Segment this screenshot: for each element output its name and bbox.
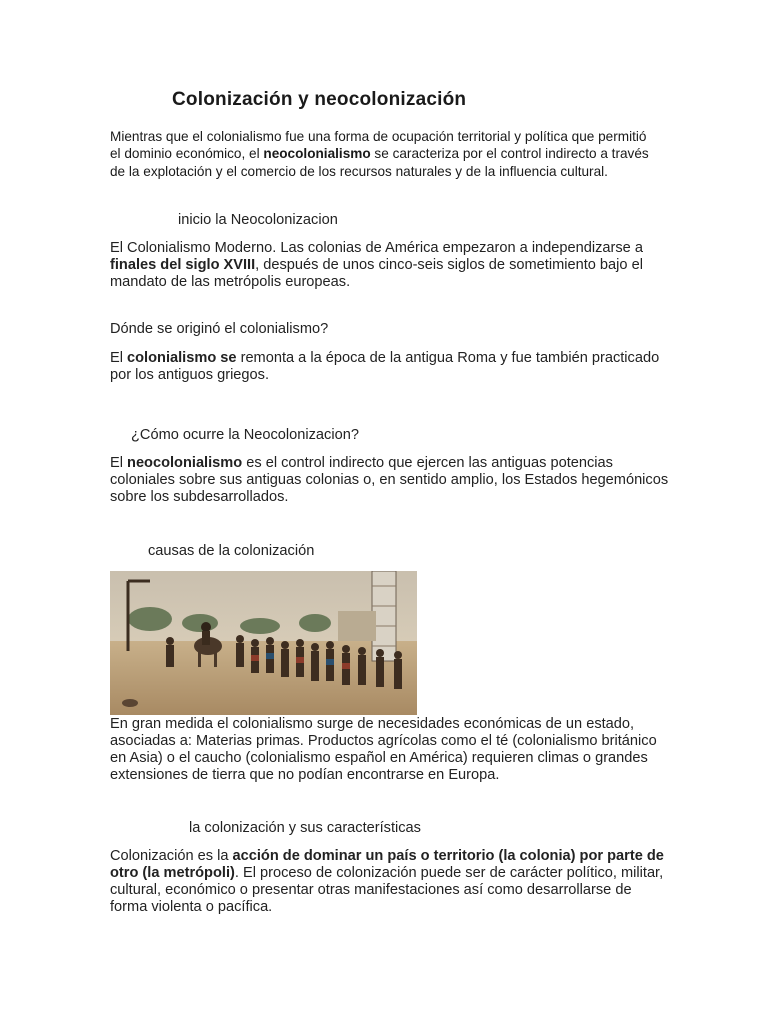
heading-origen: Dónde se originó el colonialismo? [110, 321, 329, 337]
paragraph-origen: El colonialismo se remonta a la época de la antigua Roma y fue también practicado por los antiguos griegos. [110, 350, 660, 384]
heading-caracteristicas: la colonización y sus características [189, 820, 421, 836]
paragraph-inicio: El Colonialismo Moderno. Las colonias de América empezaron a independizarse a finales del siglo XVIII, después de unos cinco-seis siglos de sometimiento bajo el mandato de las metrópolis europeas. [110, 240, 643, 291]
paragraph-causas: En gran medida el colonialismo surge de necesidades económicas de un estado, asociadas a: Materias primas. Productos agrícolas como el té (colonialismo británico en Asia) o el caucho (colonialismo español en América) requieren climas o grandes extensiones de tierra que no podían encontrarse en Europa. [110, 716, 657, 784]
paragraph-caracteristicas: Colonización es la acción de dominar un país o territorio (la colonia) por parte de otro (la metrópoli). El proceso de colonización puede ser de carácter político, militar, cultural, económico o presentar otras manifestaciones así como desarrollarse de forma violenta o pacífica. [110, 848, 664, 916]
heading-causas: causas de la colonización [148, 543, 315, 559]
paragraph-como-ocurre: El neocolonialismo es el control indirecto que ejercen las antiguas potencias coloniales sobre sus antiguas colonias o, en sentido amplio, los Estados hegemónicos sobre los subdesarrollados. [110, 455, 669, 506]
intro-paragraph: Mientras que el colonialismo fue una forma de ocupación territorial y política que permitió el dominio económico, el neocolonialismo se caracteriza por el control indirecto a través de la explotación y el comercio de los recursos naturales y de la influencia cultural. [110, 129, 649, 179]
heading-como-ocurre: ¿Cómo ocurre la Neocolonizacion? [131, 427, 359, 443]
page-title: Colonización y neocolonización [172, 89, 467, 110]
heading-inicio: inicio la Neocolonizacion [178, 212, 338, 228]
colonial-scene-illustration [110, 571, 417, 715]
